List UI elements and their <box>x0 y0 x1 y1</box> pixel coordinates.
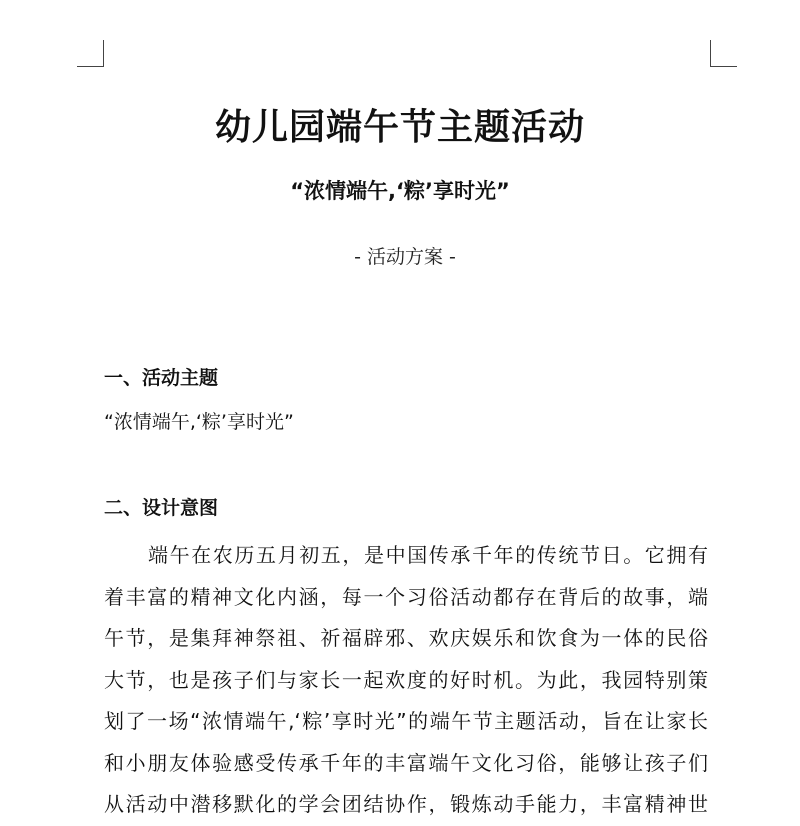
document-title: 幼儿园端午节主题活动 <box>214 107 585 148</box>
paragraph-line: 大节，也是孩子们与家长一起欢度的好时机。为此，我园特别策 <box>104 667 708 692</box>
section-heading-theme: 一、活动主题 <box>104 367 219 389</box>
document-type-label: - 活动方案 - <box>354 246 456 268</box>
paragraph-line: 从活动中潜移默化的学会团结协作，锻炼动手能力，丰富精神世 <box>104 792 708 816</box>
paragraph-line: 端午在农历五月初五，是中国传承千年的传统节日。它拥有 <box>148 543 708 567</box>
design-intent-paragraph <box>104 535 724 826</box>
paragraph-line: 午节，是集拜神祭祖、祈福辟邪、欢庆娱乐和饮食为一体的民俗 <box>104 626 708 650</box>
section-theme-text: “浓情端午,‘粽’享时光” <box>104 411 294 433</box>
paragraph-line: 着丰富的精神文化内涵，每一个习俗活动都存在背后的故事，端 <box>104 584 708 609</box>
margin-mark-top-left <box>77 40 104 67</box>
document-subtitle: “浓情端午,‘粽’享时光” <box>290 179 510 203</box>
margin-mark-top-right <box>710 40 737 67</box>
paragraph-line: 和小朋友体验感受传承千年的丰富端午文化习俗，能够让孩子们 <box>104 750 708 775</box>
paragraph-line: 划了一场“浓情端午,‘粽’享时光”的端午节主题活动，旨在让家长 <box>104 709 708 733</box>
section-heading-design-intent: 二、设计意图 <box>104 497 219 519</box>
